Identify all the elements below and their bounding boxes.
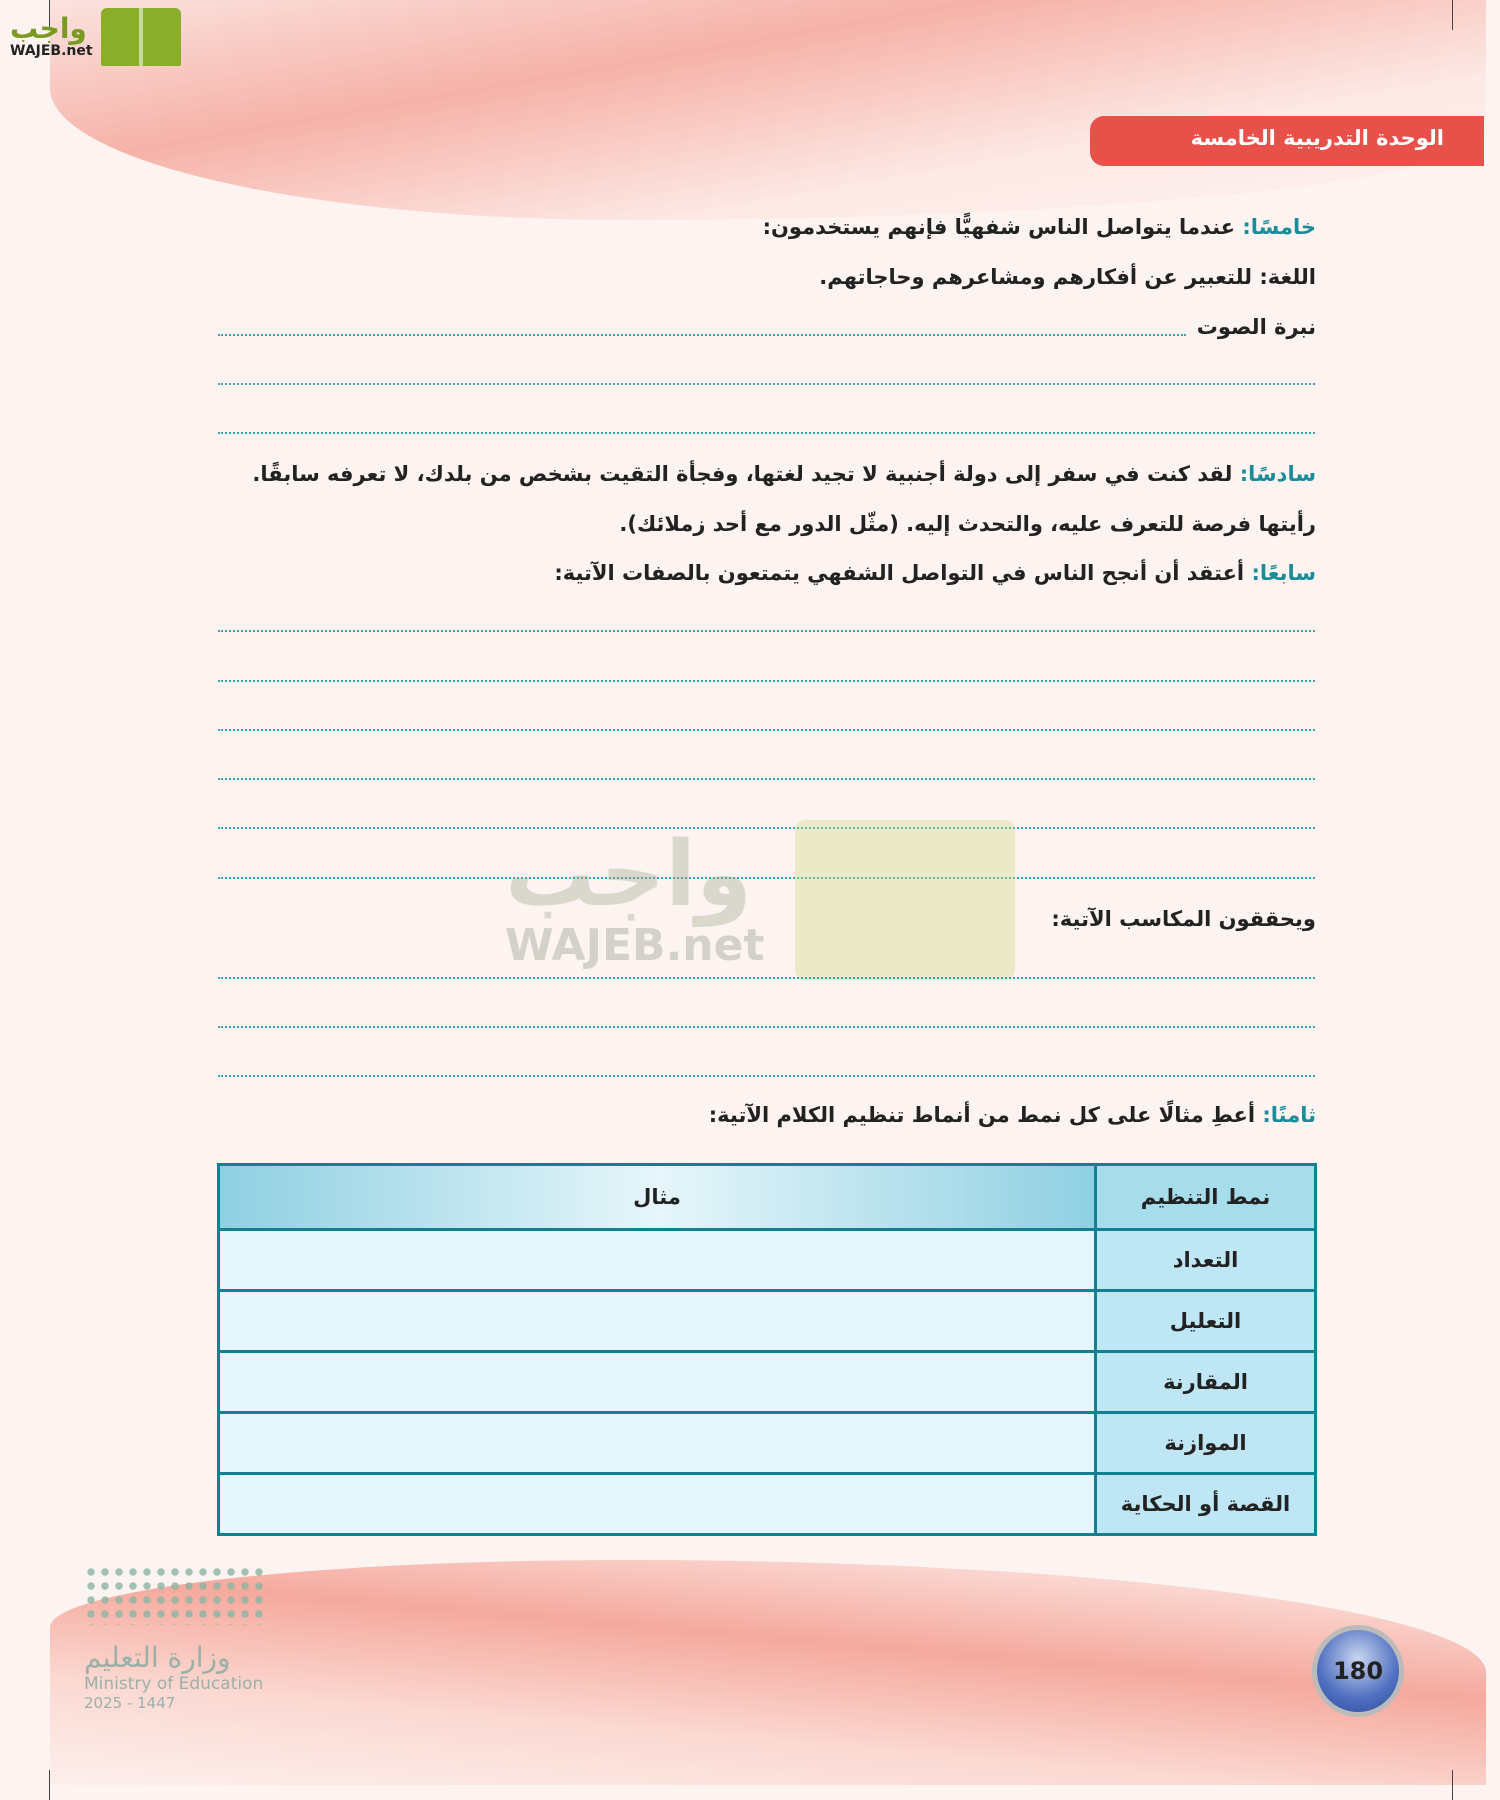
example-cell[interactable] [219, 1291, 1096, 1352]
wajeb-logo[interactable] [10, 8, 181, 66]
ministry-name-en: Ministry of Education [84, 1674, 264, 1694]
table-row [219, 1352, 1316, 1413]
academic-year: 2025 - 1447 [84, 1694, 176, 1712]
header-decoration [50, 0, 1486, 220]
answer-line[interactable] [218, 680, 1315, 682]
header-pattern: نمط التنظيم [1096, 1165, 1316, 1230]
logo-english: WAJEB.net [10, 43, 93, 59]
ministry-name-ar: وزارة التعليم [84, 1641, 231, 1674]
question-eighth: ثامنًا: أعطِ مثالًا على كل نمط من أنماط تنظيم الكلام الآتية: [708, 1103, 1316, 1127]
ministry-emblem-icon [84, 1565, 264, 1625]
page-number: 180 [1312, 1625, 1404, 1717]
watermark-arabic: واجب [505, 821, 752, 927]
logo-arabic: واجب [10, 12, 87, 45]
table-header-row [219, 1165, 1316, 1230]
table-row [219, 1474, 1316, 1535]
answer-line[interactable] [218, 778, 1315, 780]
speech-patterns-table [217, 1163, 1317, 1536]
gains-label: ويحققون المكاسب الآتية: [1051, 907, 1316, 931]
language-line: اللغة: للتعبير عن أفكارهم ومشاعرهم وحاجاتهم. [819, 265, 1316, 289]
ministry-logo [84, 1565, 264, 1712]
unit-title-banner: الوحدة التدريبية الخامسة [1090, 116, 1484, 166]
table-row [219, 1413, 1316, 1474]
example-cell[interactable] [219, 1230, 1096, 1291]
answer-line[interactable] [218, 383, 1315, 385]
answer-line[interactable] [218, 334, 1186, 336]
example-cell[interactable] [219, 1474, 1096, 1535]
book-icon [795, 820, 1015, 980]
pattern-cell: التعليل [1096, 1291, 1316, 1352]
question-fifth: خامسًا: عندما يتواصل الناس شفهيًّا فإنهم يستخدمون: [762, 215, 1316, 239]
question-sixth: سادسًا: لقد كنت في سفر إلى دولة أجنبية لا تجيد لغتها، وفجأة التقيت بشخص من بلدك، لا تعرفه سابقًا. [252, 462, 1316, 486]
example-cell[interactable] [219, 1413, 1096, 1474]
header-example: مثال [219, 1165, 1096, 1230]
example-cell[interactable] [219, 1352, 1096, 1413]
voice-tone-label: نبرة الصوت [1196, 315, 1316, 339]
answer-line[interactable] [218, 432, 1315, 434]
watermark [505, 820, 1015, 980]
watermark-english: WAJEB.net [505, 919, 765, 971]
pattern-cell: الموازنة [1096, 1413, 1316, 1474]
pattern-cell: القصة أو الحكاية [1096, 1474, 1316, 1535]
footer-decoration [50, 1560, 1486, 1785]
answer-line[interactable] [218, 977, 1315, 979]
pattern-cell: المقارنة [1096, 1352, 1316, 1413]
table-row [219, 1291, 1316, 1352]
pattern-cell: التعداد [1096, 1230, 1316, 1291]
question-seventh: سابعًا: أعتقد أن أنجح الناس في التواصل الشفهي يتمتعون بالصفات الآتية: [554, 561, 1316, 585]
book-icon [101, 8, 181, 66]
answer-line[interactable] [218, 630, 1315, 632]
table-row [219, 1230, 1316, 1291]
answer-line[interactable] [218, 1075, 1315, 1077]
answer-line[interactable] [218, 1026, 1315, 1028]
answer-line[interactable] [218, 729, 1315, 731]
question-sixth-line2: رأيتها فرصة للتعرف عليه، والتحدث إليه. (مثّل الدور مع أحد زملائك). [619, 512, 1316, 536]
